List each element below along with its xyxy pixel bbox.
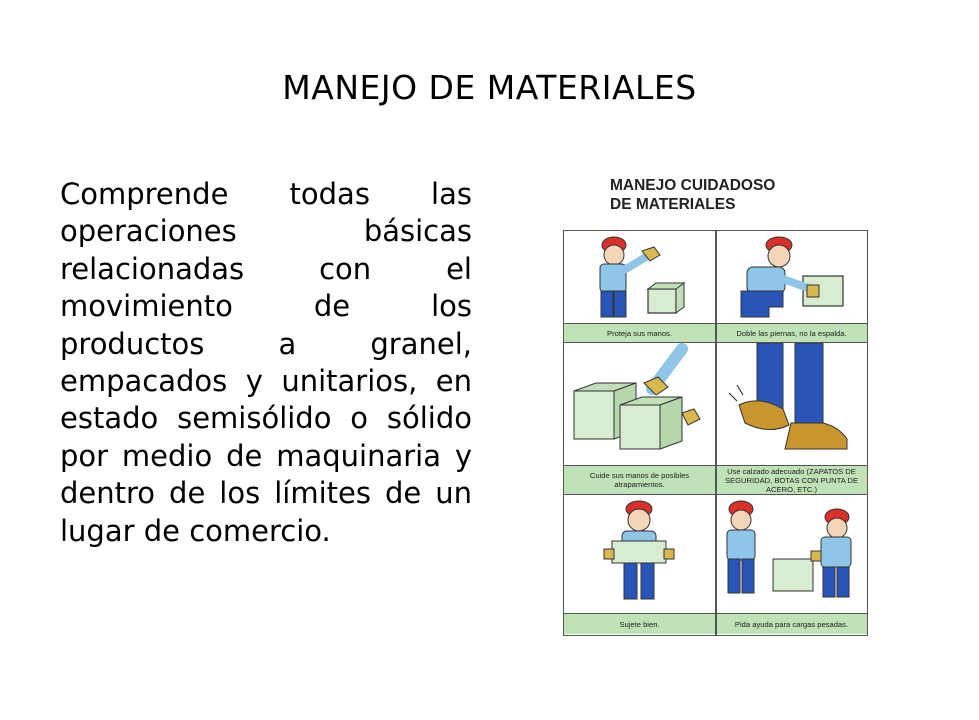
two-workers-illustration — [717, 495, 867, 613]
slide-body-text: Comprende todas las operaciones básicas relacionadas con el movimiento de los productos a granel, empacados y unitarios, en estado semisólido o sólido por medio de maquinaria y dentro de los límites de un lugar de comercio. — [60, 177, 472, 548]
panel-bend-legs — [717, 231, 867, 324]
caption-pinch-points: Cuide sus manos de posibles atrapamientos. — [564, 465, 715, 495]
panel-protect-hands — [564, 231, 715, 324]
caption-hold-firmly: Sujete bien. — [564, 613, 715, 634]
caption-bend-legs: Doble las piernas, no la espalda. — [717, 323, 867, 343]
worker-carrying-illustration — [564, 495, 715, 613]
caption-ask-help: Pida ayuda para cargas pesadas. — [717, 613, 867, 634]
safety-poster — [560, 168, 870, 638]
panel-hold-firmly — [564, 495, 715, 613]
poster-title-line-2: DE MATERIALES — [610, 196, 736, 213]
safety-boots-illustration — [717, 343, 867, 465]
worker-gloves-illustration — [564, 231, 715, 324]
poster-title-line-1: MANEJO CUIDADOSO — [610, 177, 776, 194]
worker-lifting-illustration — [717, 231, 867, 324]
panel-pinch-points — [564, 343, 715, 465]
poster-title — [610, 176, 850, 214]
poster-panel-grid — [563, 230, 868, 636]
caption-protect-hands: Proteja sus manos. — [564, 323, 715, 343]
caption-safety-shoes: Use calzado adecuado (ZAPATOS DE SEGURIDAD, BOTAS CON PUNTA DE ACERO, ETC.) — [717, 465, 867, 495]
slide-title: MANEJO DE MATERIALES — [282, 68, 697, 107]
panel-ask-help — [717, 495, 867, 613]
panel-safety-shoes — [717, 343, 867, 465]
hands-boxes-illustration — [564, 343, 715, 465]
